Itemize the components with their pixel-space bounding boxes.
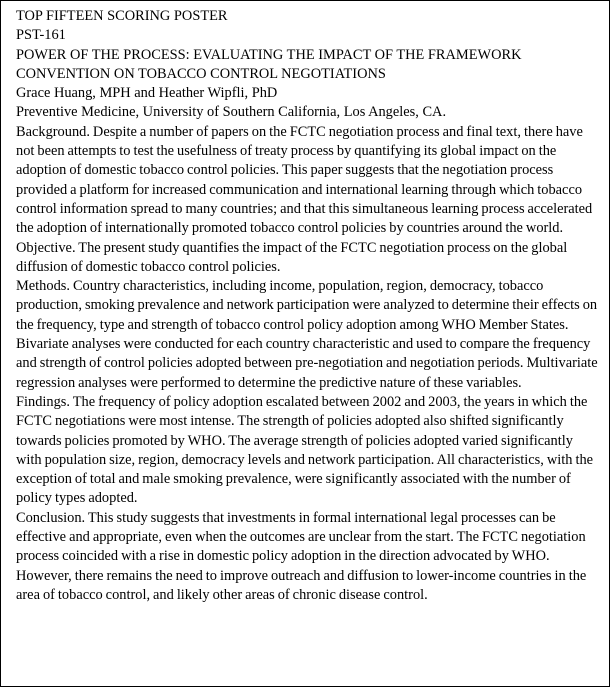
objective-paragraph: Objective. The present study quantifies the impact of the FCTC negotiation process on the global diffusion of domestic tobacco control policies.: [16, 239, 568, 275]
affiliation: Preventive Medicine, University of Southern California, Los Angeles, CA.: [16, 104, 447, 121]
poster-id: PST-161: [16, 27, 66, 44]
authors: Grace Huang, MPH and Heather Wipfli, PhD: [16, 85, 278, 102]
award-label: TOP FIFTEEN SCORING POSTER: [16, 8, 228, 24]
abstract-title: POWER OF THE PROCESS: EVALUATING THE IMPACT OF THE FRAMEWORK CONVENTION ON TOBACCO CONTROL NEGOTIATIONS: [16, 46, 522, 82]
conclusion-paragraph: Conclusion. This study suggests that investments in formal international legal processes can be effective and appropriate, even when the outcomes are unclear from the start. The FCTC negotiation process coincided with a rise in domestic policy adoption in the direction advocated by WHO. However, there remains the need to improve outreach and diffusion to lower-income countries in the area of tobacco control, and likely other areas of chronic disease control.: [16, 509, 587, 603]
findings-paragraph: Findings. The frequency of policy adoption escalated between 2002 and 2003, the years in which the FCTC negotiations were most intense. The strength of policies adopted also shifted significantly towards policies promoted by WHO. The average strength of policies adopted varied significantly with population size, region, democracy levels and network participation. All characteristics, with the exception of total and male smoking prevalence, were significantly associated with the number of policy types adopted.: [16, 393, 594, 507]
methods-paragraph: Methods. Country characteristics, including income, population, region, democracy, tobacco production, smoking prevalence and network participation were analyzed to determine their effects on the frequency, type and strength of tobacco control policy adoption among WHO Member States. Bivariate analyses were conducted for each country characteristic and used to compare the frequency and strength of control policies adopted between pre-negotiation and negotiation periods. Multivariate regression analyses were performed to determine the predictive nature of these variables.: [16, 278, 598, 391]
background-paragraph: Background. Despite a number of papers on the FCTC negotiation process and final text, there have not been attempts to test the usefulness of treaty process by quantifying its global impact on the adoption of domestic tobacco control policies. This paper suggests that the negotiation process provided a platform for increased communication and international learning through which tobacco control information spread to many countries; and that this simultaneous learning process accelerated the adoption of internationally promoted tobacco control policies by countries around the world.: [16, 123, 593, 237]
